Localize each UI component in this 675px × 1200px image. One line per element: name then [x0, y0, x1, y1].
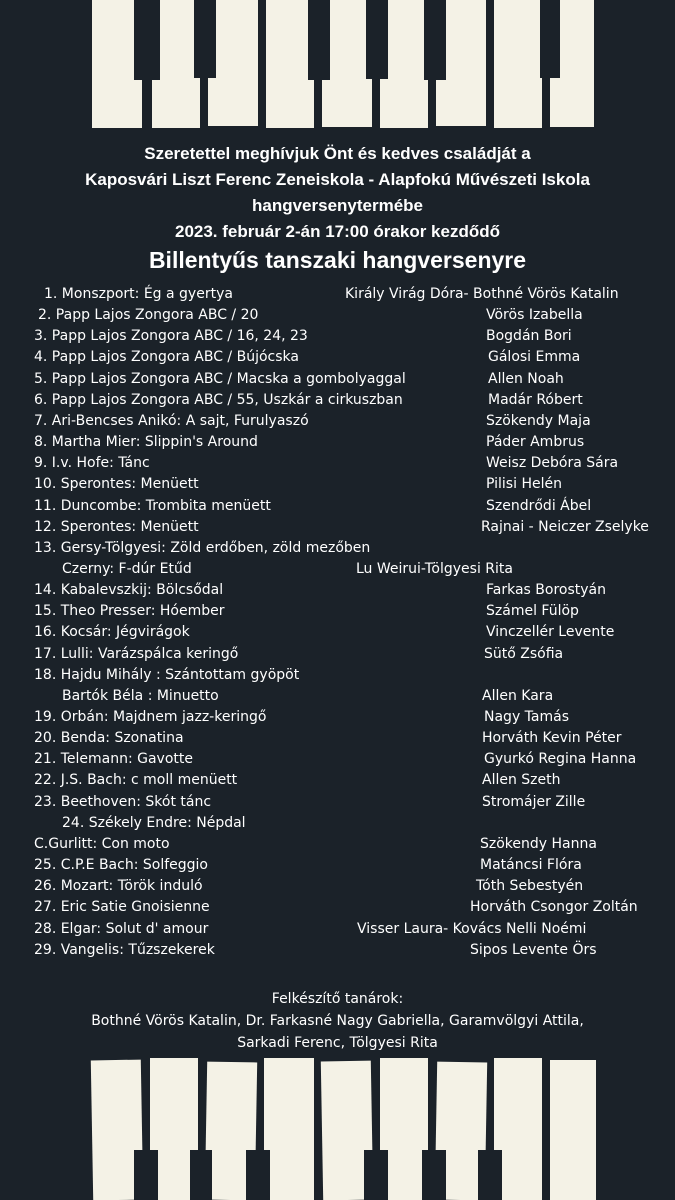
program-piece: 7. Ari-Bencses Anikó: A sajt, Furulyaszó	[34, 413, 309, 429]
program-performer: Sütő Zsófia	[484, 646, 564, 662]
program-piece: 14. Kabalevszkij: Bölcsődal	[34, 582, 224, 598]
program-performer: Allen Noah	[488, 371, 564, 387]
program-row	[0, 688, 675, 709]
program-piece: 24. Székely Endre: Népdal	[62, 815, 246, 831]
program-row	[0, 878, 675, 899]
program-row	[0, 751, 675, 772]
teachers-heading: Felkészítő tanárok:	[271, 991, 404, 1007]
program-piece: 3. Papp Lajos Zongora ABC / 16, 24, 23	[34, 328, 308, 344]
program-row	[0, 519, 675, 540]
program-row	[0, 730, 675, 751]
program-piece: 1. Monszport: Ég a gyertya	[44, 286, 233, 302]
program-performer: Király Virág Dóra- Bothné Vörös Katalin	[345, 286, 619, 302]
program-piece: 5. Papp Lajos Zongora ABC / Macska a gombolyaggal	[34, 371, 406, 387]
program-piece: 28. Elgar: Solut d' amour	[34, 921, 209, 937]
program-piece: 13. Gersy-Tölgyesi: Zöld erdőben, zöld mezőben	[34, 540, 371, 556]
concert-title: Billentyűs tanszaki hangversenyre	[148, 247, 527, 273]
invitation-date: 2023. február 2-án 17:00 órakor kezdődő	[174, 222, 501, 241]
program-piece: 27. Eric Satie Gnoisienne	[34, 899, 210, 915]
teachers-line-2: Sarkadi Ferenc, Tölgyesi Rita	[237, 1035, 438, 1051]
piano-keys-top	[0, 0, 675, 130]
program-row	[0, 836, 675, 857]
program-piece: 12. Sperontes: Menüett	[34, 519, 199, 535]
program-performer: Gálosi Emma	[488, 349, 581, 365]
program-performer: Vörös Izabella	[486, 307, 583, 323]
program-piece: 15. Theo Presser: Hóember	[34, 603, 225, 619]
program-performer: Madár Róbert	[488, 392, 583, 408]
program-row	[0, 772, 675, 793]
program-performer: Visser Laura- Kovács Nelli Noémi	[357, 921, 587, 937]
program-performer: Szendrődi Ábel	[486, 498, 592, 514]
program-row	[0, 857, 675, 878]
program-row	[0, 455, 675, 476]
program-performer: Nagy Tamás	[484, 709, 569, 725]
program-performer: Allen Kara	[482, 688, 554, 704]
program-piece: 19. Orbán: Majdnem jazz-keringő	[34, 709, 267, 725]
program-row	[0, 815, 675, 836]
program-performer: Stromájer Zille	[482, 794, 586, 810]
program-row	[0, 942, 675, 963]
program-row	[0, 603, 675, 624]
program-performer: Weisz Debóra Sára	[486, 455, 619, 471]
program-performer: Páder Ambrus	[486, 434, 585, 450]
invitation-line-3: hangversenytermébe	[251, 196, 424, 215]
teachers-line-1: Bothné Vörös Katalin, Dr. Farkasné Nagy Gabriella, Garamvölgyi Attila,	[91, 1013, 584, 1029]
program-performer: Szökendy Maja	[486, 413, 591, 429]
program-row	[0, 328, 675, 349]
program-performer: Rajnai - Neiczer Zselyke	[481, 519, 649, 535]
program-piece: 20. Benda: Szonatina	[34, 730, 184, 746]
invitation-line-2: Kaposvári Liszt Ferenc Zeneiskola - Alapfokú Művészeti Iskola	[85, 170, 590, 189]
program-row	[0, 286, 675, 307]
program-row	[0, 307, 675, 328]
program-row	[0, 709, 675, 730]
program-piece: 10. Sperontes: Menüett	[34, 476, 199, 492]
program-performer: Horváth Csongor Zoltán	[470, 899, 638, 915]
program-piece: 23. Beethoven: Skót tánc	[34, 794, 212, 810]
program-row	[0, 476, 675, 497]
program-piece: Czerny: F-dúr Etűd	[62, 561, 192, 577]
program-performer: Szökendy Hanna	[480, 836, 597, 852]
program-performer: Allen Szeth	[482, 772, 561, 788]
program-piece: 18. Hajdu Mihály : Szántottam gyöpöt	[34, 667, 300, 683]
piano-keys-bottom	[0, 1058, 675, 1200]
program-performer: Bogdán Bori	[486, 328, 572, 344]
program-piece: 2. Papp Lajos Zongora ABC / 20	[38, 307, 259, 323]
program-row	[0, 667, 675, 688]
teachers-block	[0, 988, 675, 1054]
program-performer: Farkas Borostyán	[486, 582, 606, 598]
program-piece: 21. Telemann: Gavotte	[34, 751, 194, 767]
program-performer: Gyurkó Regina Hanna	[484, 751, 637, 767]
program-row	[0, 899, 675, 920]
program-row	[0, 349, 675, 370]
program-row	[0, 582, 675, 603]
program-piece: 6. Papp Lajos Zongora ABC / 55, Uszkár a cirkuszban	[34, 392, 403, 408]
program-row	[0, 392, 675, 413]
program-row	[0, 921, 675, 942]
program-row	[0, 794, 675, 815]
program-performer: Pilisi Helén	[486, 476, 562, 492]
program-piece: 11. Duncombe: Trombita menüett	[34, 498, 271, 514]
program-performer: Számel Fülöp	[486, 603, 579, 619]
program-row	[0, 371, 675, 392]
program-piece: 17. Lulli: Varázspálca keringő	[34, 646, 239, 662]
program-row	[0, 561, 675, 582]
program-row	[0, 498, 675, 519]
program-piece: 8. Martha Mier: Slippin's Around	[34, 434, 258, 450]
program-row	[0, 540, 675, 561]
invitation-line-1: Szeretettel meghívjuk Önt és kedves családját a	[144, 144, 531, 163]
program-piece: 9. I.v. Hofe: Tánc	[34, 455, 150, 471]
program-performer: Tóth Sebestyén	[476, 878, 584, 894]
program-performer: Horváth Kevin Péter	[482, 730, 622, 746]
program-piece: 22. J.S. Bach: c moll menüett	[34, 772, 238, 788]
program-piece: 25. C.P.E Bach: Solfeggio	[34, 857, 208, 873]
program-row	[0, 413, 675, 434]
program-row	[0, 434, 675, 455]
program-piece: 26. Mozart: Török induló	[34, 878, 203, 894]
program-performer: Matáncsi Flóra	[480, 857, 582, 873]
program-performer: Sipos Levente Örs	[470, 942, 597, 958]
program-row	[0, 646, 675, 667]
program-row	[0, 624, 675, 645]
program-performer: Lu Weirui-Tölgyesi Rita	[356, 561, 513, 577]
program-piece: C.Gurlitt: Con moto	[34, 836, 170, 852]
program-piece: 4. Papp Lajos Zongora ABC / Bújócska	[34, 349, 299, 365]
program-performer: Vinczellér Levente	[486, 624, 615, 640]
program-piece: Bartók Béla : Minuetto	[62, 688, 219, 704]
program-piece: 16. Kocsár: Jégvirágok	[34, 624, 190, 640]
program-piece: 29. Vangelis: Tűzszekerek	[34, 942, 215, 958]
